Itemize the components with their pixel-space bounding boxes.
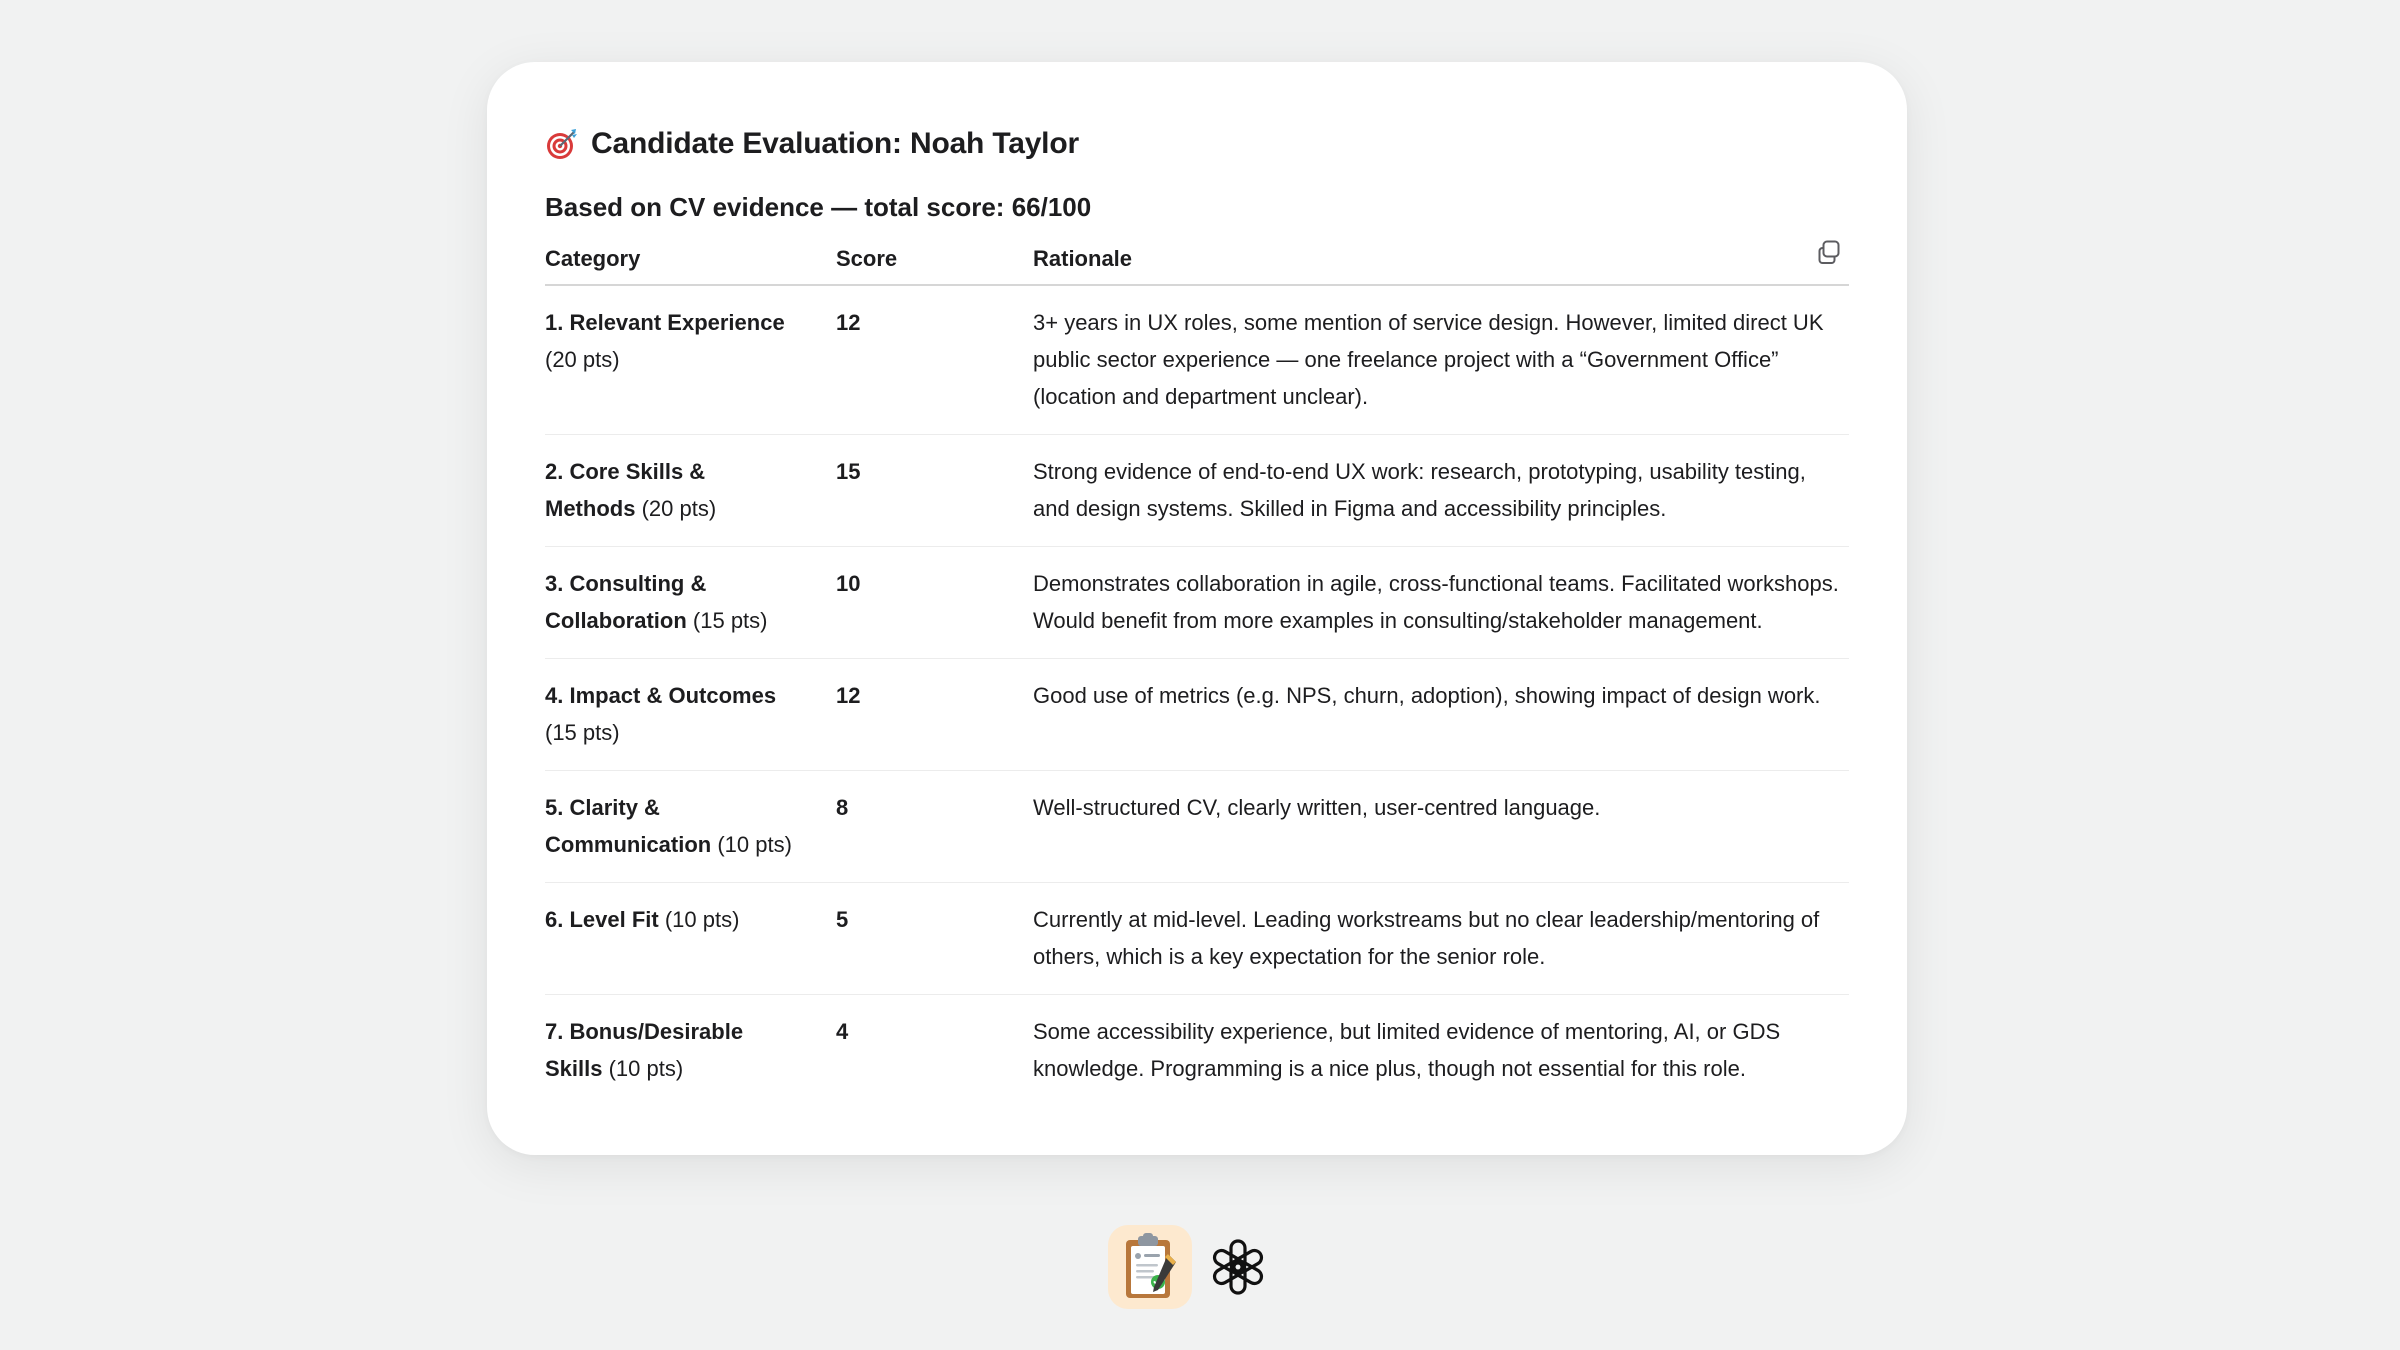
rationale-cell: Currently at mid-level. Leading workstreams but no clear leadership/mentoring of others, which is a key expectation for the senior role. <box>1033 883 1849 995</box>
column-header-score: Score <box>836 242 1033 285</box>
rationale-cell: Good use of metrics (e.g. NPS, churn, adoption), showing impact of design work. <box>1033 659 1849 771</box>
category-points: (10 pts) <box>608 1056 684 1081</box>
category-points: (20 pts) <box>545 347 620 372</box>
column-header-category: Category <box>545 242 836 285</box>
clipboard-checklist-icon <box>1108 1225 1192 1309</box>
category-cell <box>545 435 836 547</box>
rationale-cell: Strong evidence of end-to-end UX work: research, prototyping, usability testing, and design systems. Skilled in Figma and accessibility principles. <box>1033 435 1849 547</box>
category-name: 2. Core Skills & Methods <box>545 459 706 521</box>
table-row <box>545 285 1849 435</box>
title-text: Candidate Evaluation: Noah Taylor <box>591 127 1079 160</box>
table-header-row <box>545 242 1849 285</box>
category-cell <box>545 771 836 883</box>
category-name: 6. Level Fit <box>545 907 659 932</box>
score-cell: 12 <box>836 285 1033 435</box>
target-dart-icon <box>545 127 579 161</box>
score-cell: 15 <box>836 435 1033 547</box>
category-points: (10 pts) <box>664 907 740 932</box>
category-cell <box>545 547 836 659</box>
category-cell <box>545 285 836 435</box>
table-row <box>545 883 1849 995</box>
category-name: 3. Consulting & Collaboration <box>545 571 707 633</box>
openai-logo-icon <box>1204 1233 1272 1301</box>
evaluation-table <box>545 242 1849 1106</box>
footer-icons <box>1108 1225 1272 1309</box>
evaluation-card <box>487 62 1907 1155</box>
score-cell: 10 <box>836 547 1033 659</box>
table-row <box>545 659 1849 771</box>
table-row <box>545 547 1849 659</box>
score-cell: 8 <box>836 771 1033 883</box>
category-name: 7. Bonus/Desirable Skills <box>545 1019 744 1081</box>
category-name: 5. Clarity & Communication <box>545 795 712 857</box>
column-header-rationale <box>1033 242 1849 285</box>
score-cell: 4 <box>836 1019 849 1044</box>
category-cell <box>545 995 836 1107</box>
category-name: 1. Relevant Experience <box>545 310 785 335</box>
category-points: (10 pts) <box>717 832 792 857</box>
category-cell <box>545 883 836 995</box>
page-title <box>545 120 1849 168</box>
subtitle: Based on CV evidence — total score: 66/100 <box>545 192 1092 222</box>
category-points: (15 pts) <box>545 720 620 745</box>
category-name: 4. Impact & Outcomes <box>545 683 777 708</box>
rationale-cell: Well-structured CV, clearly written, user-centred language. <box>1033 771 1849 883</box>
column-header-rationale-label: Rationale <box>1033 246 1133 271</box>
table-row <box>545 771 1849 883</box>
table-row <box>545 435 1849 547</box>
category-points: (20 pts) <box>641 496 717 521</box>
copy-icon[interactable] <box>1813 236 1845 268</box>
score-cell: 12 <box>836 659 1033 771</box>
score-cell: 5 <box>836 883 1033 995</box>
rationale-cell: Demonstrates collaboration in agile, cross-functional teams. Facilitated workshops. Would benefit from more examples in consulting/stakeholder management. <box>1033 547 1849 659</box>
rationale-cell: 3+ years in UX roles, some mention of service design. However, limited direct UK public sector experience — one freelance project with a “Government Office” (location and department unclear). <box>1033 285 1849 435</box>
category-points: (15 pts) <box>692 608 768 633</box>
category-cell <box>545 659 836 771</box>
table-row <box>545 995 1849 1107</box>
rationale-cell: Some accessibility experience, but limited evidence of mentoring, AI, or GDS knowledge. Programming is a nice plus, though not essential for this role. <box>1033 1019 1781 1081</box>
